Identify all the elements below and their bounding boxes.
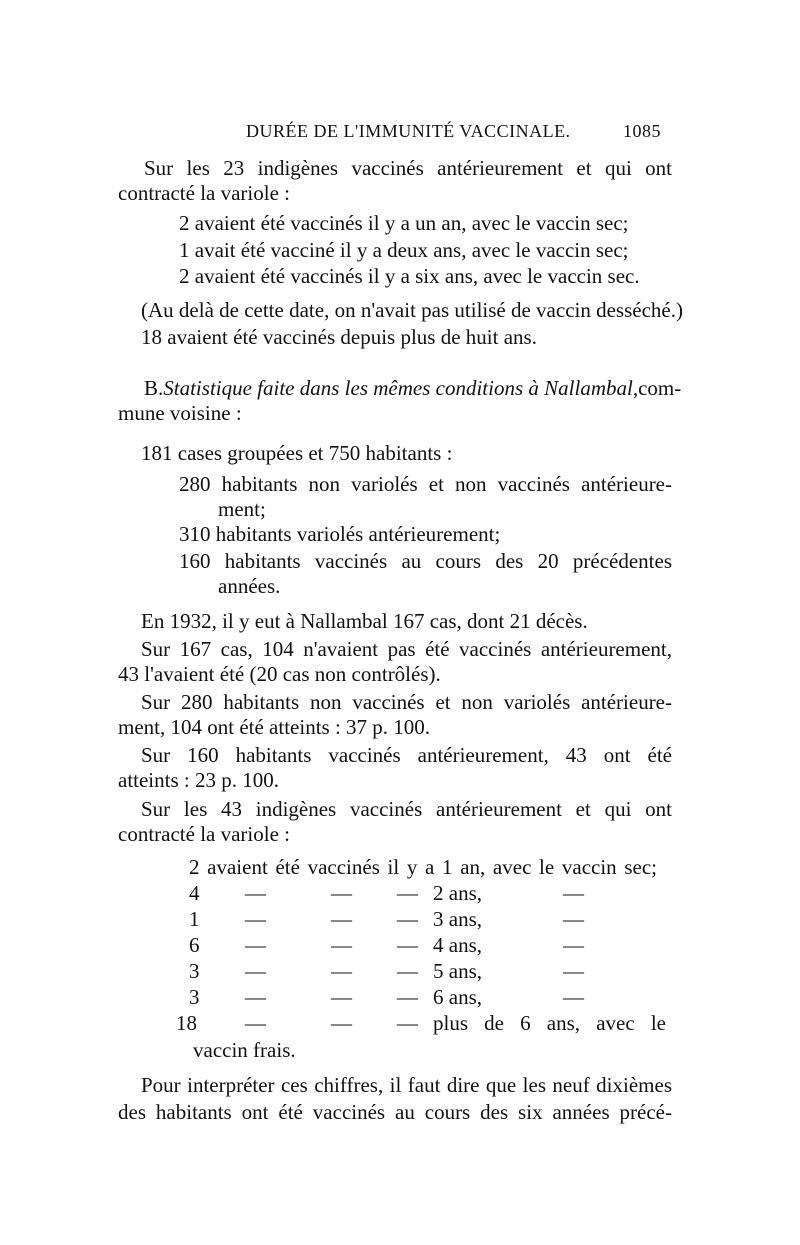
ditto-dash: —: [245, 985, 266, 1009]
paragraph-line: Sur 160 habitants vaccinés antérieurement, 43 ont été: [141, 743, 672, 767]
row-count: 6: [189, 933, 200, 957]
table-first-row: 2 avaient été vaccinés il y a 1 an, avec le vaccin sec;: [189, 855, 657, 879]
section-title-tail: com-: [638, 376, 682, 400]
row-count: 18: [176, 1011, 197, 1035]
ditto-dash: —: [563, 959, 584, 983]
paragraph-line: contracté la variole :: [118, 181, 290, 205]
ditto-dash: —: [397, 907, 418, 931]
parenthetical-note: (Au delà de cette date, on n'avait pas utilisé de vaccin desséché.): [141, 298, 683, 322]
list-item: 280 habitants non variolés et non vaccinés antérieure-: [179, 472, 672, 496]
ditto-dash: —: [331, 907, 352, 931]
list-item: 310 habitants variolés antérieurement;: [179, 522, 501, 546]
list-item-continuation: ment;: [218, 497, 266, 521]
ditto-dash: —: [563, 881, 584, 905]
ditto-dash: —: [331, 881, 352, 905]
paragraph-line: Pour interpréter ces chiffres, il faut dire que les neuf dixièmes: [141, 1073, 672, 1097]
list-item: 2 avaient été vaccinés il y a six ans, avec le vaccin sec.: [179, 264, 640, 288]
page-number: 1085: [623, 121, 661, 141]
row-count: 1: [189, 907, 200, 931]
ditto-dash: —: [397, 1011, 418, 1035]
section-heading: [144, 375, 682, 401]
running-head: DURÉE DE L'IMMUNITÉ VACCINALE.: [246, 121, 571, 141]
paragraph-line: Sur 280 habitants non vaccinés et non variolés antérieure-: [141, 690, 672, 714]
ditto-dash: —: [397, 881, 418, 905]
paragraph-line: Sur les 43 indigènes vaccinés antérieurement et qui ont: [141, 797, 672, 821]
list-item: 18 avaient été vaccinés depuis plus de huit ans.: [141, 325, 537, 349]
row-years: 4 ans,: [433, 933, 482, 957]
row-count: 3: [189, 985, 200, 1009]
paragraph-line: En 1932, il y eut à Nallambal 167 cas, dont 21 décès.: [141, 609, 588, 633]
ditto-dash: —: [245, 959, 266, 983]
ditto-dash: —: [245, 881, 266, 905]
paragraph-line: ment, 104 ont été atteints : 37 p. 100.: [118, 715, 431, 739]
ditto-dash: —: [331, 933, 352, 957]
ditto-dash: —: [397, 985, 418, 1009]
section-label: B.: [144, 376, 164, 400]
ditto-dash: —: [245, 933, 266, 957]
ditto-dash: —: [331, 985, 352, 1009]
ditto-dash: —: [245, 907, 266, 931]
list-item: 2 avaient été vaccinés il y a un an, avec le vaccin sec;: [179, 211, 629, 235]
table-last-line: vaccin frais.: [193, 1038, 296, 1062]
row-years: plus de 6 ans, avec le: [433, 1011, 666, 1035]
list-item: 1 avait été vacciné il y a deux ans, avec le vaccin sec;: [179, 238, 629, 262]
section-title: Statistique faite dans les mêmes conditions à Nallambal,: [163, 376, 639, 400]
paragraph-line: Sur les 23 indigènes vaccinés antérieurement et qui ont: [144, 156, 672, 180]
row-count: 4: [189, 881, 200, 905]
summary-line: 181 cases groupées et 750 habitants :: [141, 441, 453, 465]
paragraph-line: des habitants ont été vaccinés au cours des six années précé-: [118, 1100, 672, 1124]
row-years: 6 ans,: [433, 985, 482, 1009]
row-years: 5 ans,: [433, 959, 482, 983]
paragraph-line: Sur 167 cas, 104 n'avaient pas été vaccinés antérieurement,: [141, 637, 672, 661]
ditto-dash: —: [397, 933, 418, 957]
ditto-dash: —: [563, 907, 584, 931]
ditto-dash: —: [331, 1011, 352, 1035]
ditto-dash: —: [563, 933, 584, 957]
paragraph-line: atteints : 23 p. 100.: [118, 768, 279, 792]
list-item-continuation: années.: [218, 574, 281, 598]
row-years: 2 ans,: [433, 881, 482, 905]
paragraph-line: 43 l'avaient été (20 cas non contrôlés).: [118, 662, 441, 686]
paragraph-line: contracté la variole :: [118, 822, 290, 846]
ditto-dash: —: [563, 985, 584, 1009]
paragraph-line: mune voisine :: [118, 401, 242, 425]
ditto-dash: —: [397, 959, 418, 983]
ditto-dash: —: [331, 959, 352, 983]
row-count: 3: [189, 959, 200, 983]
list-item: 160 habitants vaccinés au cours des 20 précédentes: [179, 549, 672, 573]
row-years: 3 ans,: [433, 907, 482, 931]
ditto-dash: —: [245, 1011, 266, 1035]
